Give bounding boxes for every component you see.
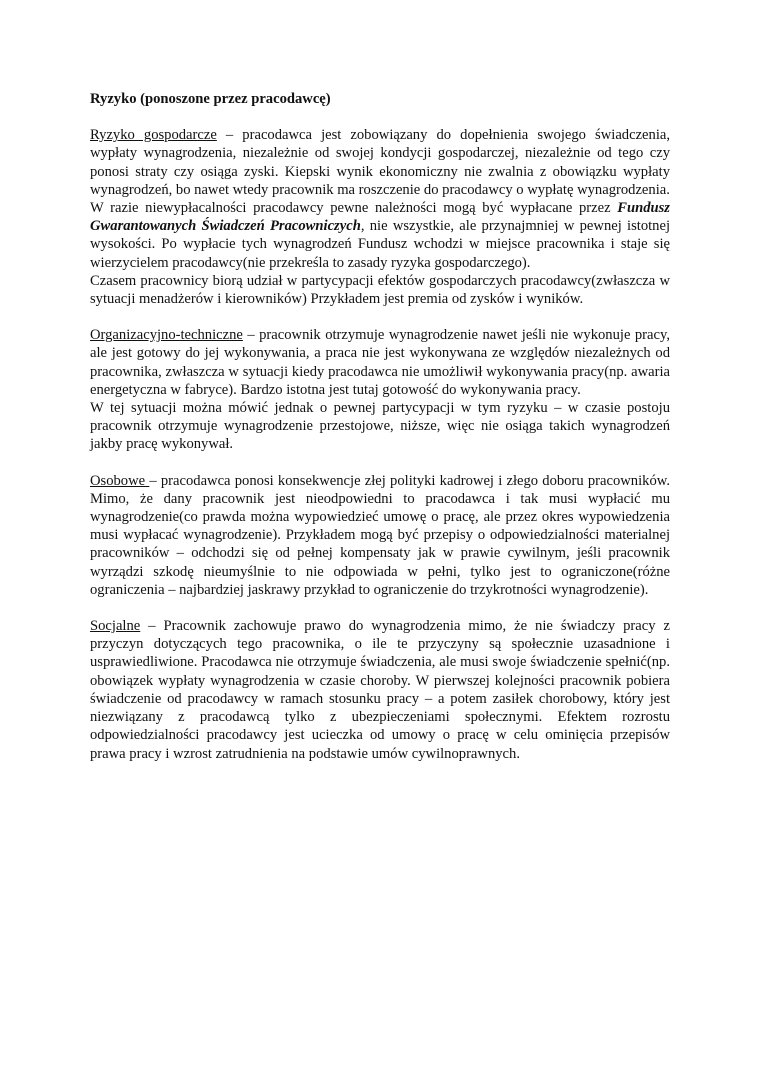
section-ryzyko-gospodarcze bbox=[90, 126, 670, 308]
paragraph: Czasem pracownicy biorą udział w partycypacji efektów gospodarczych pracodawcy(zwłaszcza w sytuacji menadżerów i kierowników) Przykładem jest premia od zysków i wyników. bbox=[90, 272, 670, 308]
paragraph bbox=[90, 199, 670, 272]
paragraph-text: – Pracownik zachowuje prawo do wynagrodzenia mimo, że nie świadczy pracy z przyczyn dotyczących tego pracownika, o ile te przyczyny są społecznie uzasadnione i usprawiedliwione. Pracodawca nie otrzymuje świadczenia, ale musi swoje świadczenie spełnić(np. obowiązek wypłaty wynagrodzenia w czasie choroby. W pierwszej kolejności pracownik pobiera świadczenie od pracodawcy w ramach stosunku pracy – a potem zasiłek chorobowy, który jest niezwiązany z pracodawcą tylko z ubezpieczeniami społecznymi. Efektem rozrostu odpowiedzialności pracodawcy jest ucieczka od umowy o pracę w celu ominięcia przepisów prawa pracy i wzrost zatrudnienia na podstawie umów cywilnoprawnych. bbox=[90, 618, 670, 762]
document-body bbox=[90, 90, 670, 781]
emphasis-text: Fundusz Gwarantowanych Świadczeń Pracowniczych bbox=[90, 200, 670, 235]
paragraph bbox=[90, 472, 670, 599]
paragraph-text: – pracownik otrzymuje wynagrodzenie nawet jeśli nie wykonuje pracy, ale jest gotowy do jej wykonywania, a praca nie jest wykonywana ze względów niezależnych od pracownika, zwłaszcza w sytuacji kiedy pracodawca nie umożliwił wykonywania pracy(np. awaria energetyczna w fabryce). Bardzo istotna jest tutaj gotowość do wykonywania pracy. bbox=[90, 327, 670, 398]
section-organizacyjno-techniczne bbox=[90, 326, 670, 453]
paragraph-text: – pracodawca jest zobowiązany do dopełnienia swojego świadczenia, wypłaty wynagrodzenia, niezależnie od swojej kondycji gospodarczej, niezależnie od tego czy ponosi straty czy osiąga zyski. Kiepski wynik ekonomiczny nie zwalnia z obowiązku wypłaty wynagrodzeń, bo nawet wtedy pracownik ma roszczenie do pracodawcy o wypłatę wynagrodzenia. bbox=[90, 127, 671, 198]
paragraph: W tej sytuacji można mówić jednak o pewnej partycypacji w tym ryzyku – w czasie postoju pracownik otrzymuje wynagrodzenie przestojowe, niższe, więc nie osiąga takich wynagrodzeń jakby pracę wykonywał. bbox=[90, 400, 670, 453]
paragraph-text: , nie wszystkie, ale przynajmniej w pewnej istotnej wysokości. Po wypłacie tych wynagrodzeń Fundusz wchodzi w miejsce pracownika i staje się wierzycielem pracodawcy(nie przekreśla to zasady ryzyka gospodarczego). bbox=[90, 218, 671, 271]
paragraph-text: W razie niewypłacalności pracodawcy pewne należności mogą być wypłacane przez bbox=[90, 200, 618, 217]
section-heading: Osobowe bbox=[90, 472, 150, 489]
paragraph bbox=[90, 326, 670, 399]
section-heading: Organizacyjno-techniczne bbox=[90, 327, 243, 344]
paragraph bbox=[90, 617, 670, 763]
section-socjalne bbox=[90, 617, 670, 763]
document-title: Ryzyko (ponoszone przez pracodawcę) bbox=[90, 91, 331, 107]
paragraph-text: – pracodawca ponosi konsekwencje złej polityki kadrowej i złego doboru pracowników. Mimo, że dany pracownik jest nieodpowiedni to pracodawca i tak musi wypłacić mu wynagrodzenie(co prawda można wypowiedzieć umowę o pracę, ale przez okres wypowiedzenia musi wypłacać wynagrodzenie). Przykładem mogą być przepisy o odpowiedzialności materialnej pracowników – odchodzi się od pełnej kompensaty jak w prawie cywilnym, jeśli pracownik wyrządzi szkodę nieumyślnie to nie odpowiada w pełni, tylko jest to ograniczone(różne ograniczenia – najbardziej jaskrawy przykład to ograniczenie do trzykrotności wynagrodzenie). bbox=[90, 472, 670, 598]
paragraph bbox=[90, 126, 670, 199]
section-osobowe bbox=[90, 472, 670, 599]
section-heading: Ryzyko gospodarcze bbox=[90, 127, 217, 144]
section-heading: Socjalne bbox=[90, 618, 141, 635]
